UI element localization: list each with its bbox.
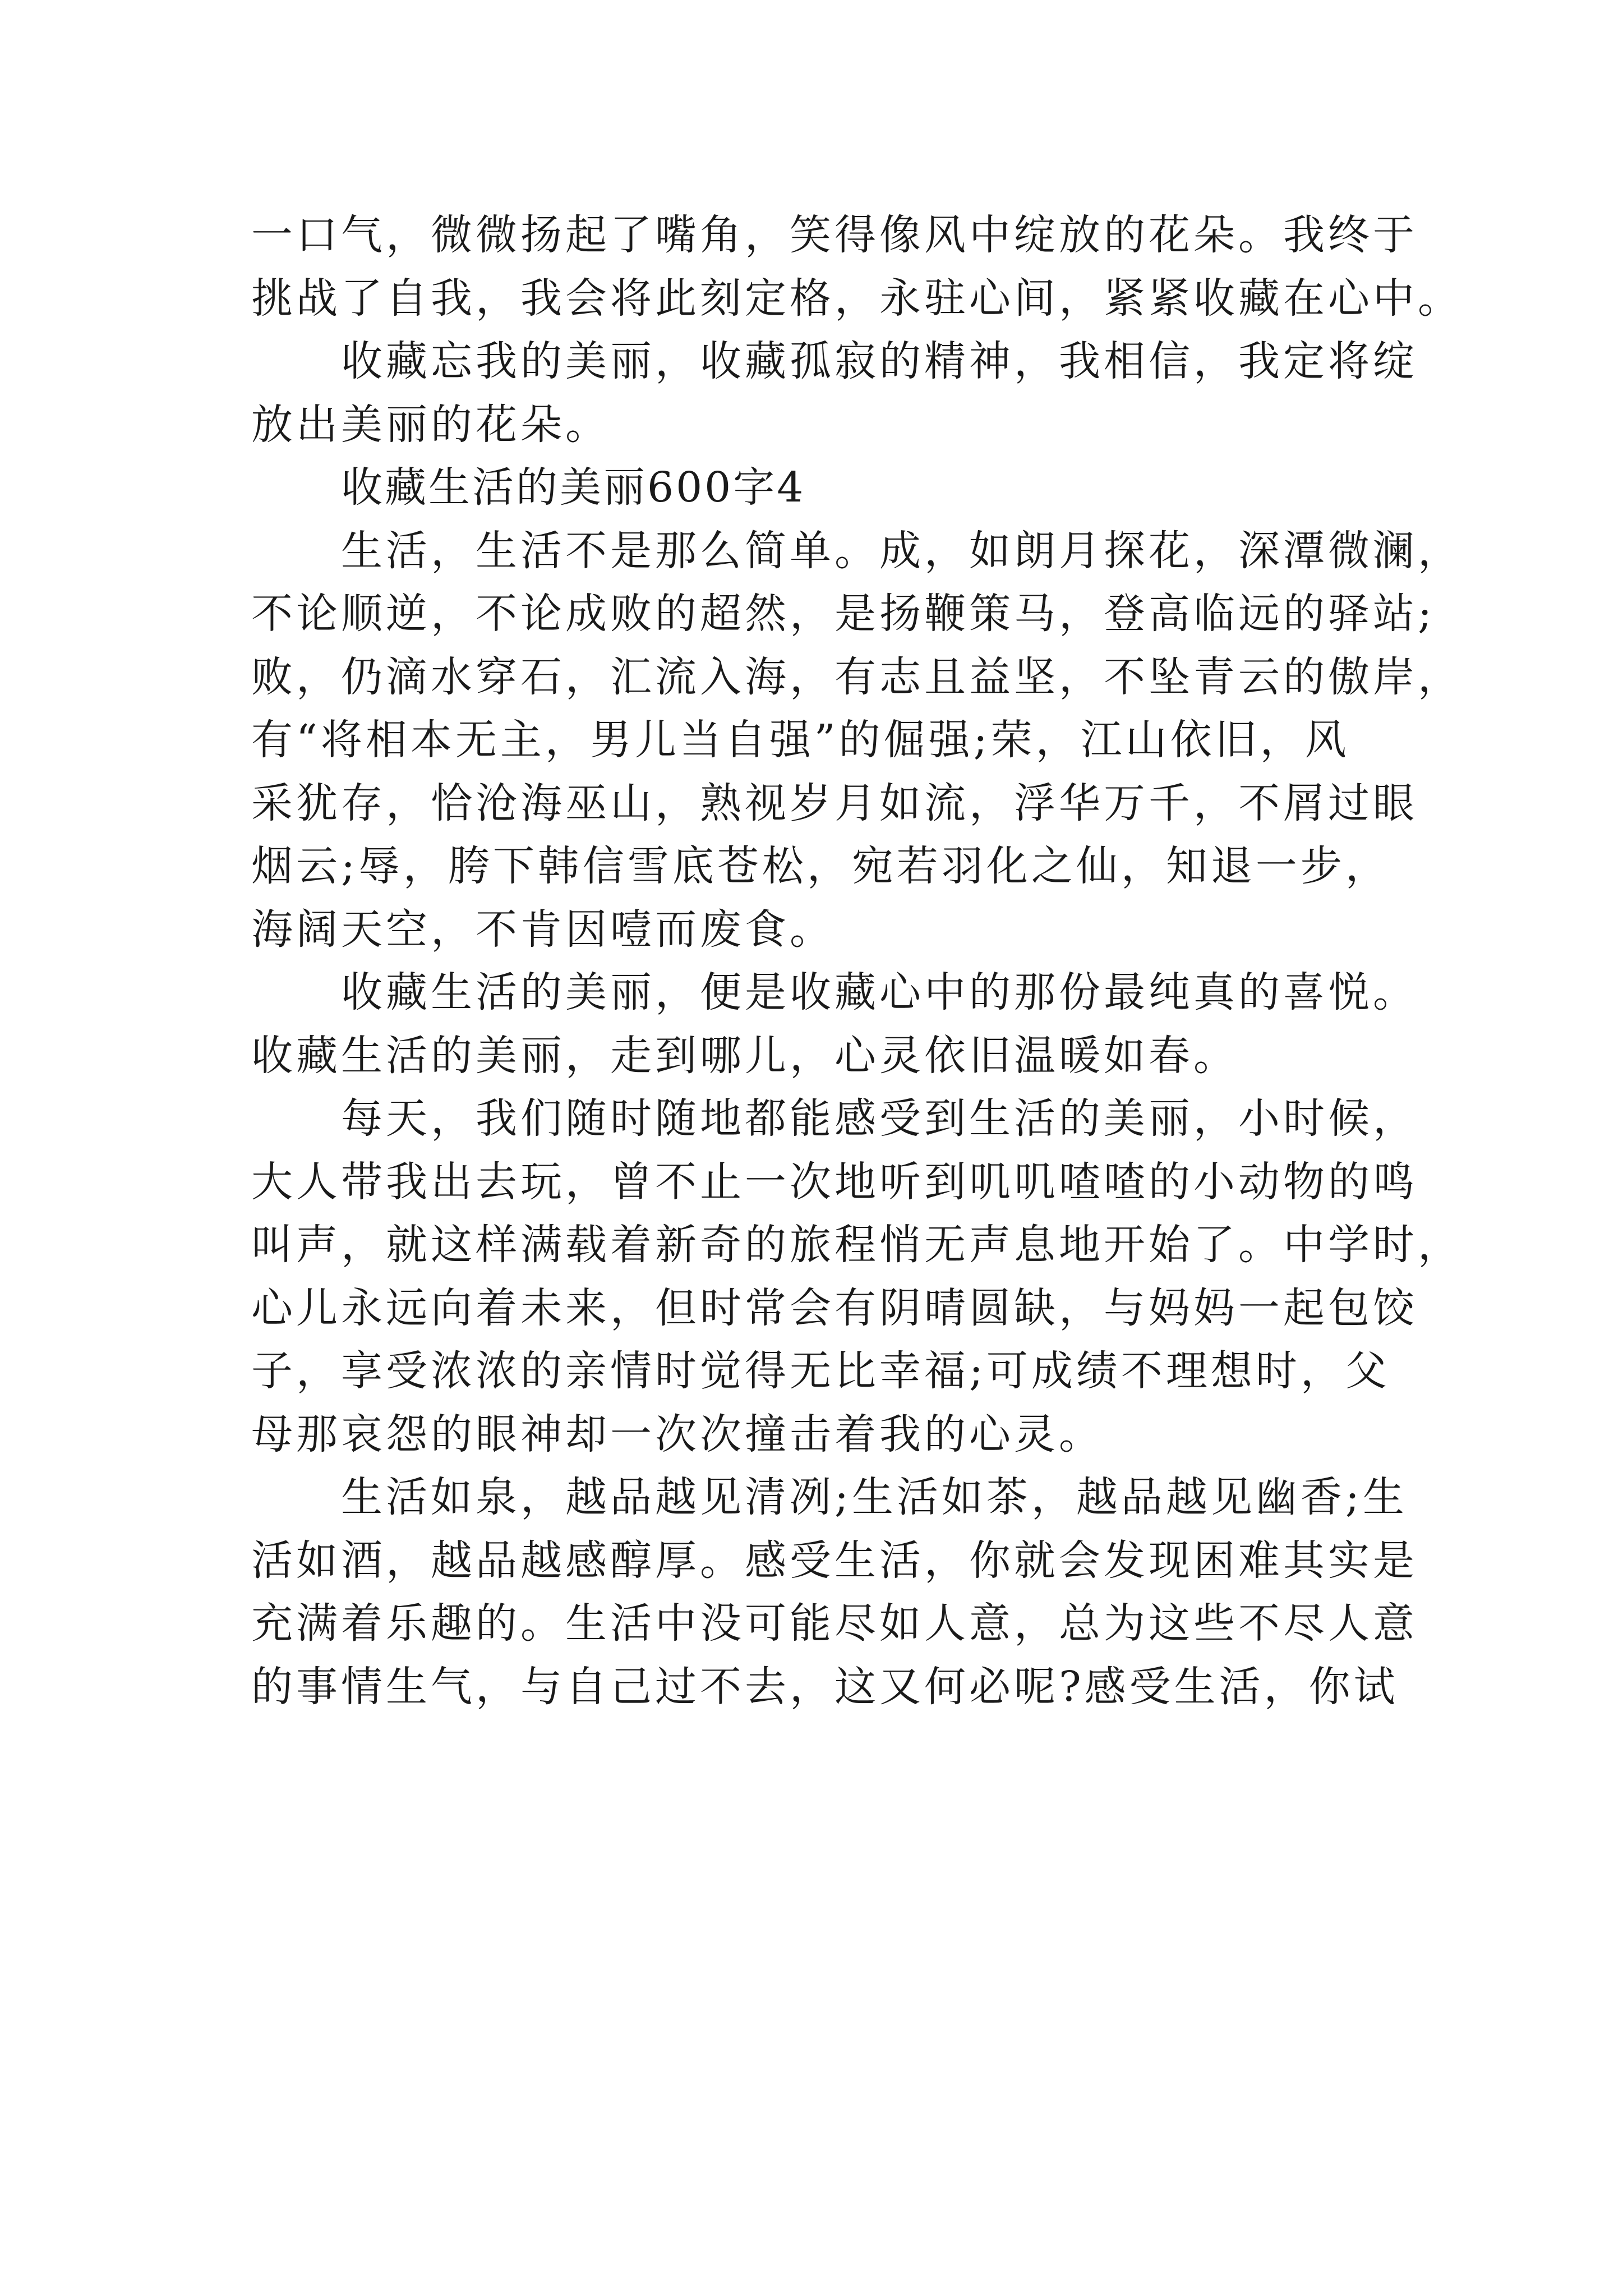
- text-line: 收藏生活的美丽，便是收藏心中的那份最纯真的喜悦。: [341, 968, 1418, 1016]
- text-line: 子，享受浓浓的亲情时觉得无比幸福;可成绩不理想时，父: [251, 1347, 1390, 1395]
- text-line: 活如酒，越品越感醇厚。感受生活，你就会发现困难其实是: [251, 1536, 1418, 1585]
- text-line: 收藏忘我的美丽，收藏孤寂的精神，我相信，我定将绽: [341, 337, 1418, 385]
- text-line: 败，仍滴水穿石，汇流入海，有志且益坚，不坠青云的傲岸，: [251, 652, 1463, 701]
- text-line: 一口气，微微扬起了嘴角，笑得像风中绽放的花朵。我终于: [251, 211, 1418, 259]
- text-line: 母那哀怨的眼神却一次次撞击着我的心灵。: [251, 1410, 1104, 1458]
- text-line: 心儿永远向着未来，但时常会有阴晴圆缺，与妈妈一起包饺: [251, 1283, 1418, 1332]
- section-heading: 收藏生活的美丽600字4: [341, 463, 806, 512]
- text-line: 叫声，就这样满载着新奇的旅程悄无声息地开始了。中学时，: [251, 1221, 1463, 1269]
- text-line: 挑战了自我，我会将此刻定格，永驻心间，紧紧收藏在心中。: [251, 274, 1463, 323]
- text-line: 采犹存，恰沧海巫山，熟视岁月如流，浮华万千，不屑过眼: [251, 779, 1418, 827]
- text-line: 有“将相本无主，男儿当自强”的倔强;荣，江山依旧，风: [251, 716, 1350, 764]
- text-line: 每天，我们随时随地都能感受到生活的美丽，小时候，: [341, 1094, 1418, 1143]
- text-line: 生活，生活不是那么简单。成，如朗月探花，深潭微澜，: [341, 526, 1463, 575]
- text-line: 生活如泉，越品越见清冽;生活如茶，越品越见幽香;生: [341, 1473, 1408, 1521]
- text-line: 充满着乐趣的。生活中没可能尽如人意，总为这些不尽人意: [251, 1599, 1418, 1648]
- text-line: 收藏生活的美丽，走到哪儿，心灵依旧温暖如春。: [251, 1031, 1238, 1080]
- text-line: 放出美丽的花朵。: [251, 400, 610, 449]
- text-line: 烟云;辱，胯下韩信雪底苍松，宛若羽化之仙，知退一步，: [251, 842, 1390, 890]
- text-line: 不论顺逆，不论成败的超然，是扬鞭策马，登高临远的驿站;: [251, 590, 1435, 638]
- text-line: 大人带我出去玩，曾不止一次地听到叽叽喳喳的小动物的鸣: [251, 1157, 1418, 1206]
- body-text: [251, 206, 1463, 1721]
- text-line: 的事情生气，与自己过不去，这又何必呢?感受生活，你试: [251, 1662, 1399, 1711]
- text-line: 海阔天空，不肯因噎而废食。: [251, 905, 834, 954]
